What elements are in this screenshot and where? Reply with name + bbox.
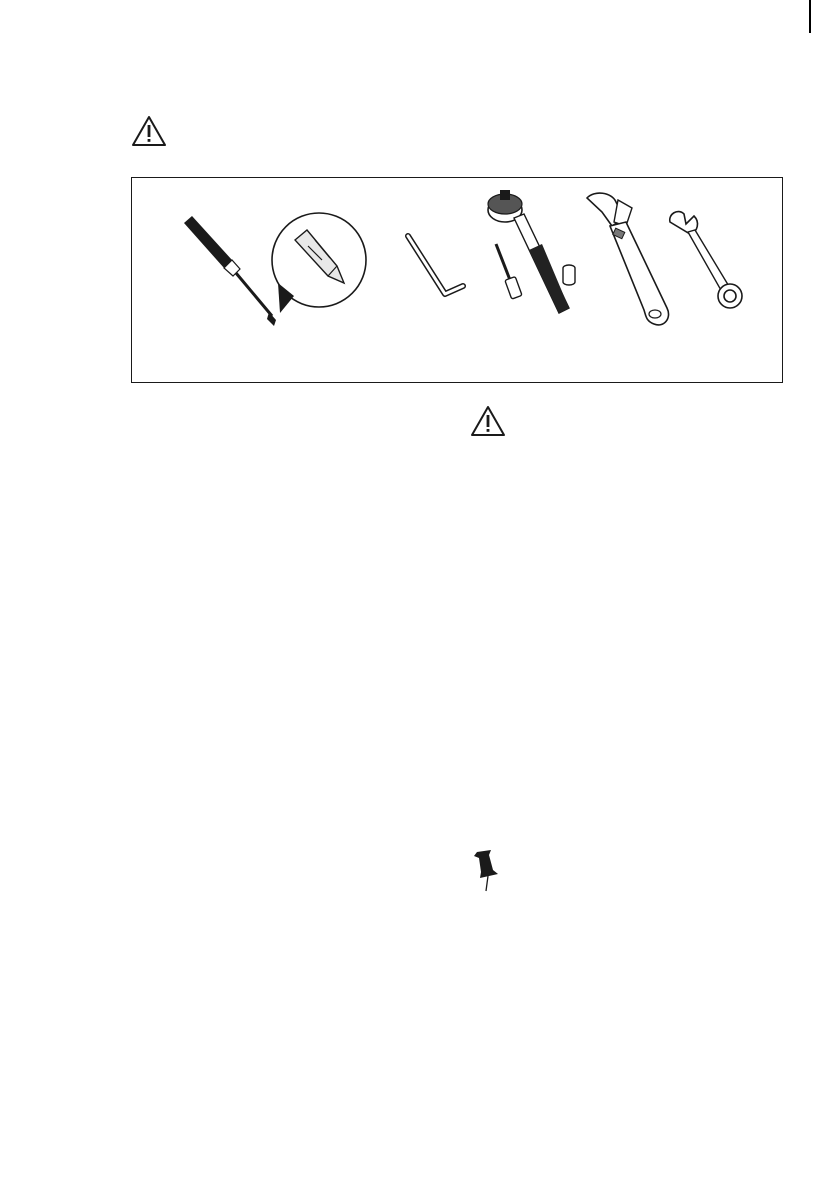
hex-key-icon xyxy=(408,236,463,294)
pushpin-icon xyxy=(470,848,504,892)
socket-ratchet-set-icon xyxy=(488,190,575,313)
warning-triangle-icon xyxy=(131,115,167,147)
screwdriver-icon xyxy=(184,216,276,326)
tools-illustration xyxy=(131,177,783,383)
page-edge-marker xyxy=(809,0,811,33)
combination-wrench-icon xyxy=(670,212,742,308)
adjustable-wrench-icon xyxy=(587,193,669,325)
screwdriver-bit-icon xyxy=(272,213,366,313)
warning-triangle-icon xyxy=(470,405,506,437)
